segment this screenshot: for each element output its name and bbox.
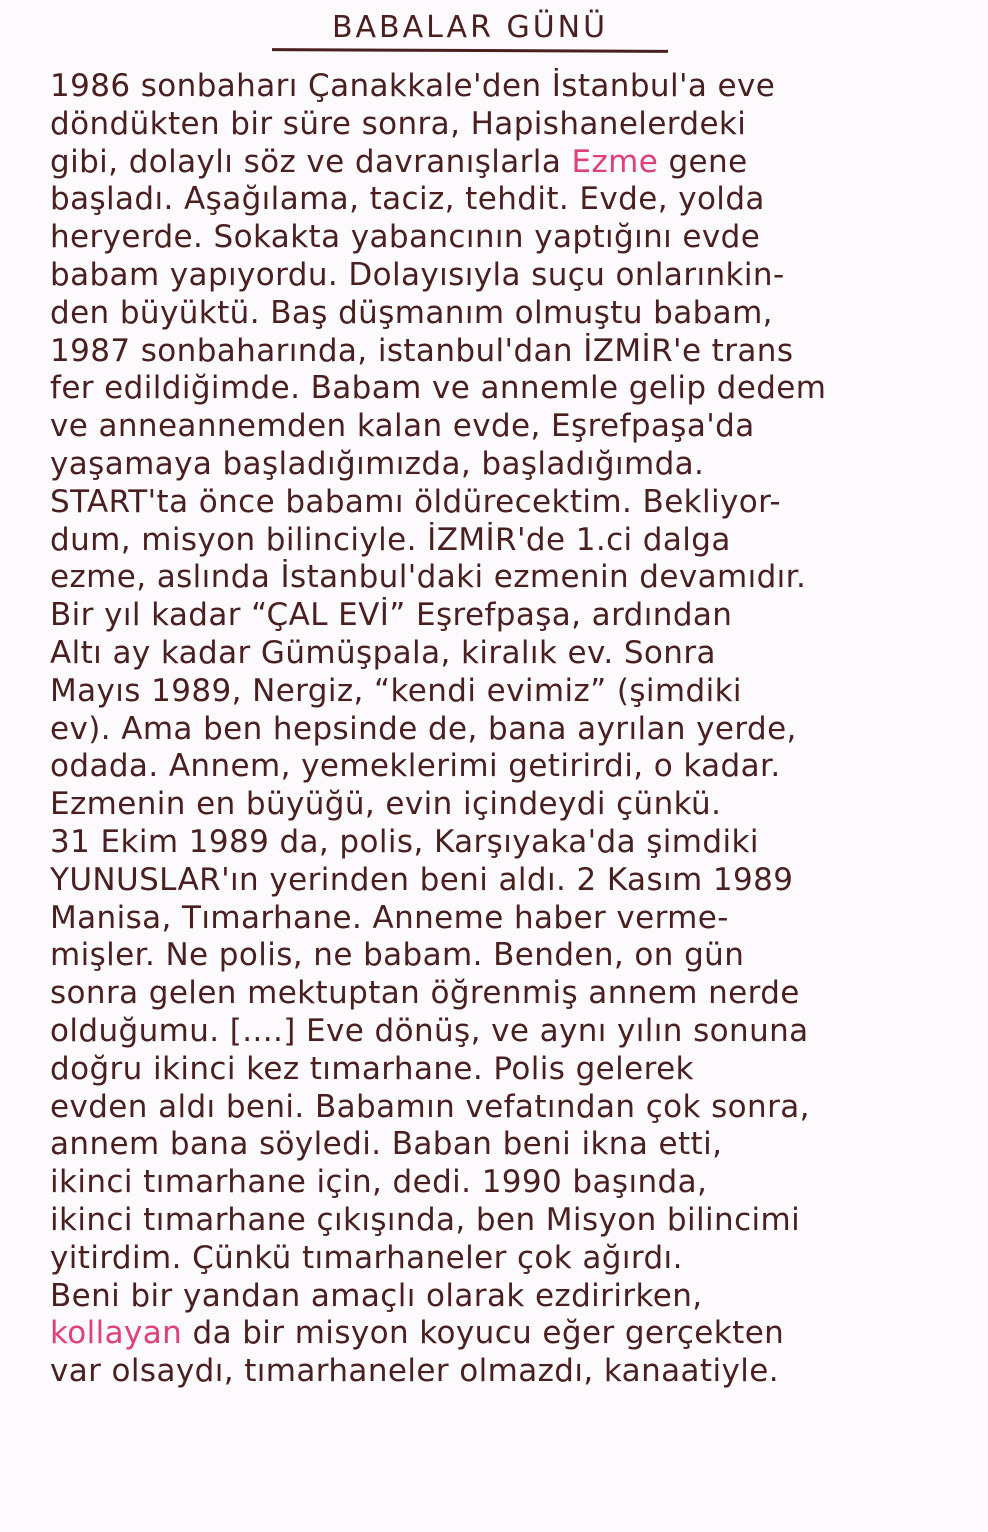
text-line — [50, 522, 970, 560]
text-line — [50, 1013, 970, 1051]
text-segment: gibi, dolaylı söz ve davranışlarla — [50, 143, 572, 180]
text-segment: sonra gelen mektuptan öğrenmiş annem nerde — [50, 975, 800, 1012]
text-segment: ezme, aslında İstanbul'daki ezmenin devamıdır. — [50, 559, 807, 596]
page-title: BABALAR GÜNÜ — [331, 10, 609, 45]
text-line — [50, 181, 970, 219]
highlighted-word: kollayan — [50, 1315, 183, 1352]
handwritten-body — [50, 68, 970, 1391]
text-segment: fer edildiğimde. Babam ve annemle gelip dedem — [50, 370, 827, 407]
text-segment: den büyüktü. Baş düşmanım olmuştu babam, — [50, 294, 773, 331]
text-line — [50, 1126, 970, 1164]
text-segment: odada. Annem, yemeklerimi getirirdi, o kadar. — [50, 748, 781, 785]
text-segment: YUNUSLAR'ın yerinden beni aldı. 2 Kasım 1989 — [50, 861, 794, 898]
text-segment: 31 Ekim 1989 da, polis, Karşıyaka'da şimdiki — [50, 823, 759, 860]
text-segment: Bir yıl kadar “ÇAL EVİ” Eşrefpaşa, ardından — [50, 597, 733, 634]
text-line — [50, 144, 970, 182]
text-line — [50, 333, 970, 371]
text-line — [50, 635, 970, 673]
text-segment: yaşamaya başladığımızda, başladığımda. — [50, 445, 705, 482]
text-segment: olduğumu. [....] Eve dönüş, ve aynı yılın sonuna — [50, 1012, 809, 1049]
text-line — [50, 257, 970, 295]
text-line — [50, 106, 970, 144]
text-segment: ev). Ama ben hepsinde de, bana ayrılan yerde, — [50, 710, 797, 747]
text-segment: gene — [658, 143, 748, 180]
text-line — [50, 786, 970, 824]
text-segment: Altı ay kadar Gümüşpala, kiralık ev. Sonra — [50, 634, 716, 671]
text-line — [50, 937, 970, 975]
text-segment: evden aldı beni. Babamın vefatından çok sonra, — [50, 1088, 810, 1125]
text-segment: dum, misyon bilinciyle. İZMİR'de 1.ci dalga — [50, 521, 731, 558]
text-line — [50, 1240, 970, 1278]
text-line — [50, 862, 970, 900]
text-line — [50, 370, 970, 408]
text-line — [50, 484, 970, 522]
text-line — [50, 824, 970, 862]
text-segment: babam yapıyordu. Dolayısıyla suçu onlarınkin- — [50, 256, 785, 293]
text-segment: ve anneannemden kalan evde, Eşrefpaşa'da — [50, 408, 755, 445]
text-segment: Beni bir yandan amaçlı olarak ezdirirken, — [50, 1277, 703, 1314]
text-segment: heryerde. Sokakta yabancının yaptığını evde — [50, 219, 761, 256]
text-line — [50, 1278, 970, 1316]
text-segment: yitirdim. Çünkü tımarhaneler çok ağırdı. — [50, 1239, 683, 1276]
text-line — [50, 219, 970, 257]
text-segment: Manisa, Tımarhane. Anneme haber verme- — [50, 899, 729, 936]
text-line — [50, 900, 970, 938]
text-line — [50, 295, 970, 333]
text-segment: doğru ikinci kez tımarhane. Polis gelerek — [50, 1050, 694, 1087]
text-segment: da bir misyon koyucu eğer gerçekten — [182, 1315, 785, 1352]
text-line — [50, 1051, 970, 1089]
text-segment: Mayıs 1989, Nergiz, “kendi evimiz” (şimdiki — [50, 672, 742, 709]
text-segment: başladı. Aşağılama, taciz, tehdit. Evde, yolda — [50, 181, 765, 218]
text-segment: START'ta önce babamı öldürecektim. Bekliyor- — [50, 483, 781, 520]
text-line — [50, 711, 970, 749]
text-line — [50, 975, 970, 1013]
text-line — [50, 446, 970, 484]
text-line — [50, 1164, 970, 1202]
text-line — [50, 1089, 970, 1127]
highlighted-word: Ezme — [571, 143, 659, 180]
text-segment: 1987 sonbaharında, istanbul'dan İZMİR'e trans — [50, 332, 794, 369]
text-line — [50, 559, 970, 597]
text-segment: ikinci tımarhane çıkışında, ben Misyon bilincimi — [50, 1201, 801, 1238]
text-segment: döndükten bir süre sonra, Hapishanelerdeki — [50, 105, 747, 142]
text-segment: mişler. Ne polis, ne babam. Benden, on gün — [50, 937, 745, 974]
text-line — [50, 1315, 970, 1353]
text-segment: Ezmenin en büyüğü, evin içindeydi çünkü. — [50, 786, 722, 823]
title-underline — [272, 48, 668, 53]
text-line — [50, 408, 970, 446]
text-segment: 1986 sonbaharı Çanakkale'den İstanbul'a eve — [50, 68, 776, 104]
text-line — [50, 1353, 970, 1391]
text-line — [50, 68, 970, 106]
text-line — [50, 673, 970, 711]
text-segment: ikinci tımarhane için, dedi. 1990 başında, — [50, 1164, 708, 1201]
text-line — [50, 597, 970, 635]
text-line — [50, 1202, 970, 1240]
text-line — [50, 748, 970, 786]
text-segment: annem bana söyledi. Baban beni ikna etti, — [50, 1126, 723, 1163]
text-segment: var olsaydı, tımarhaneler olmazdı, kanaatiyle. — [50, 1353, 779, 1390]
